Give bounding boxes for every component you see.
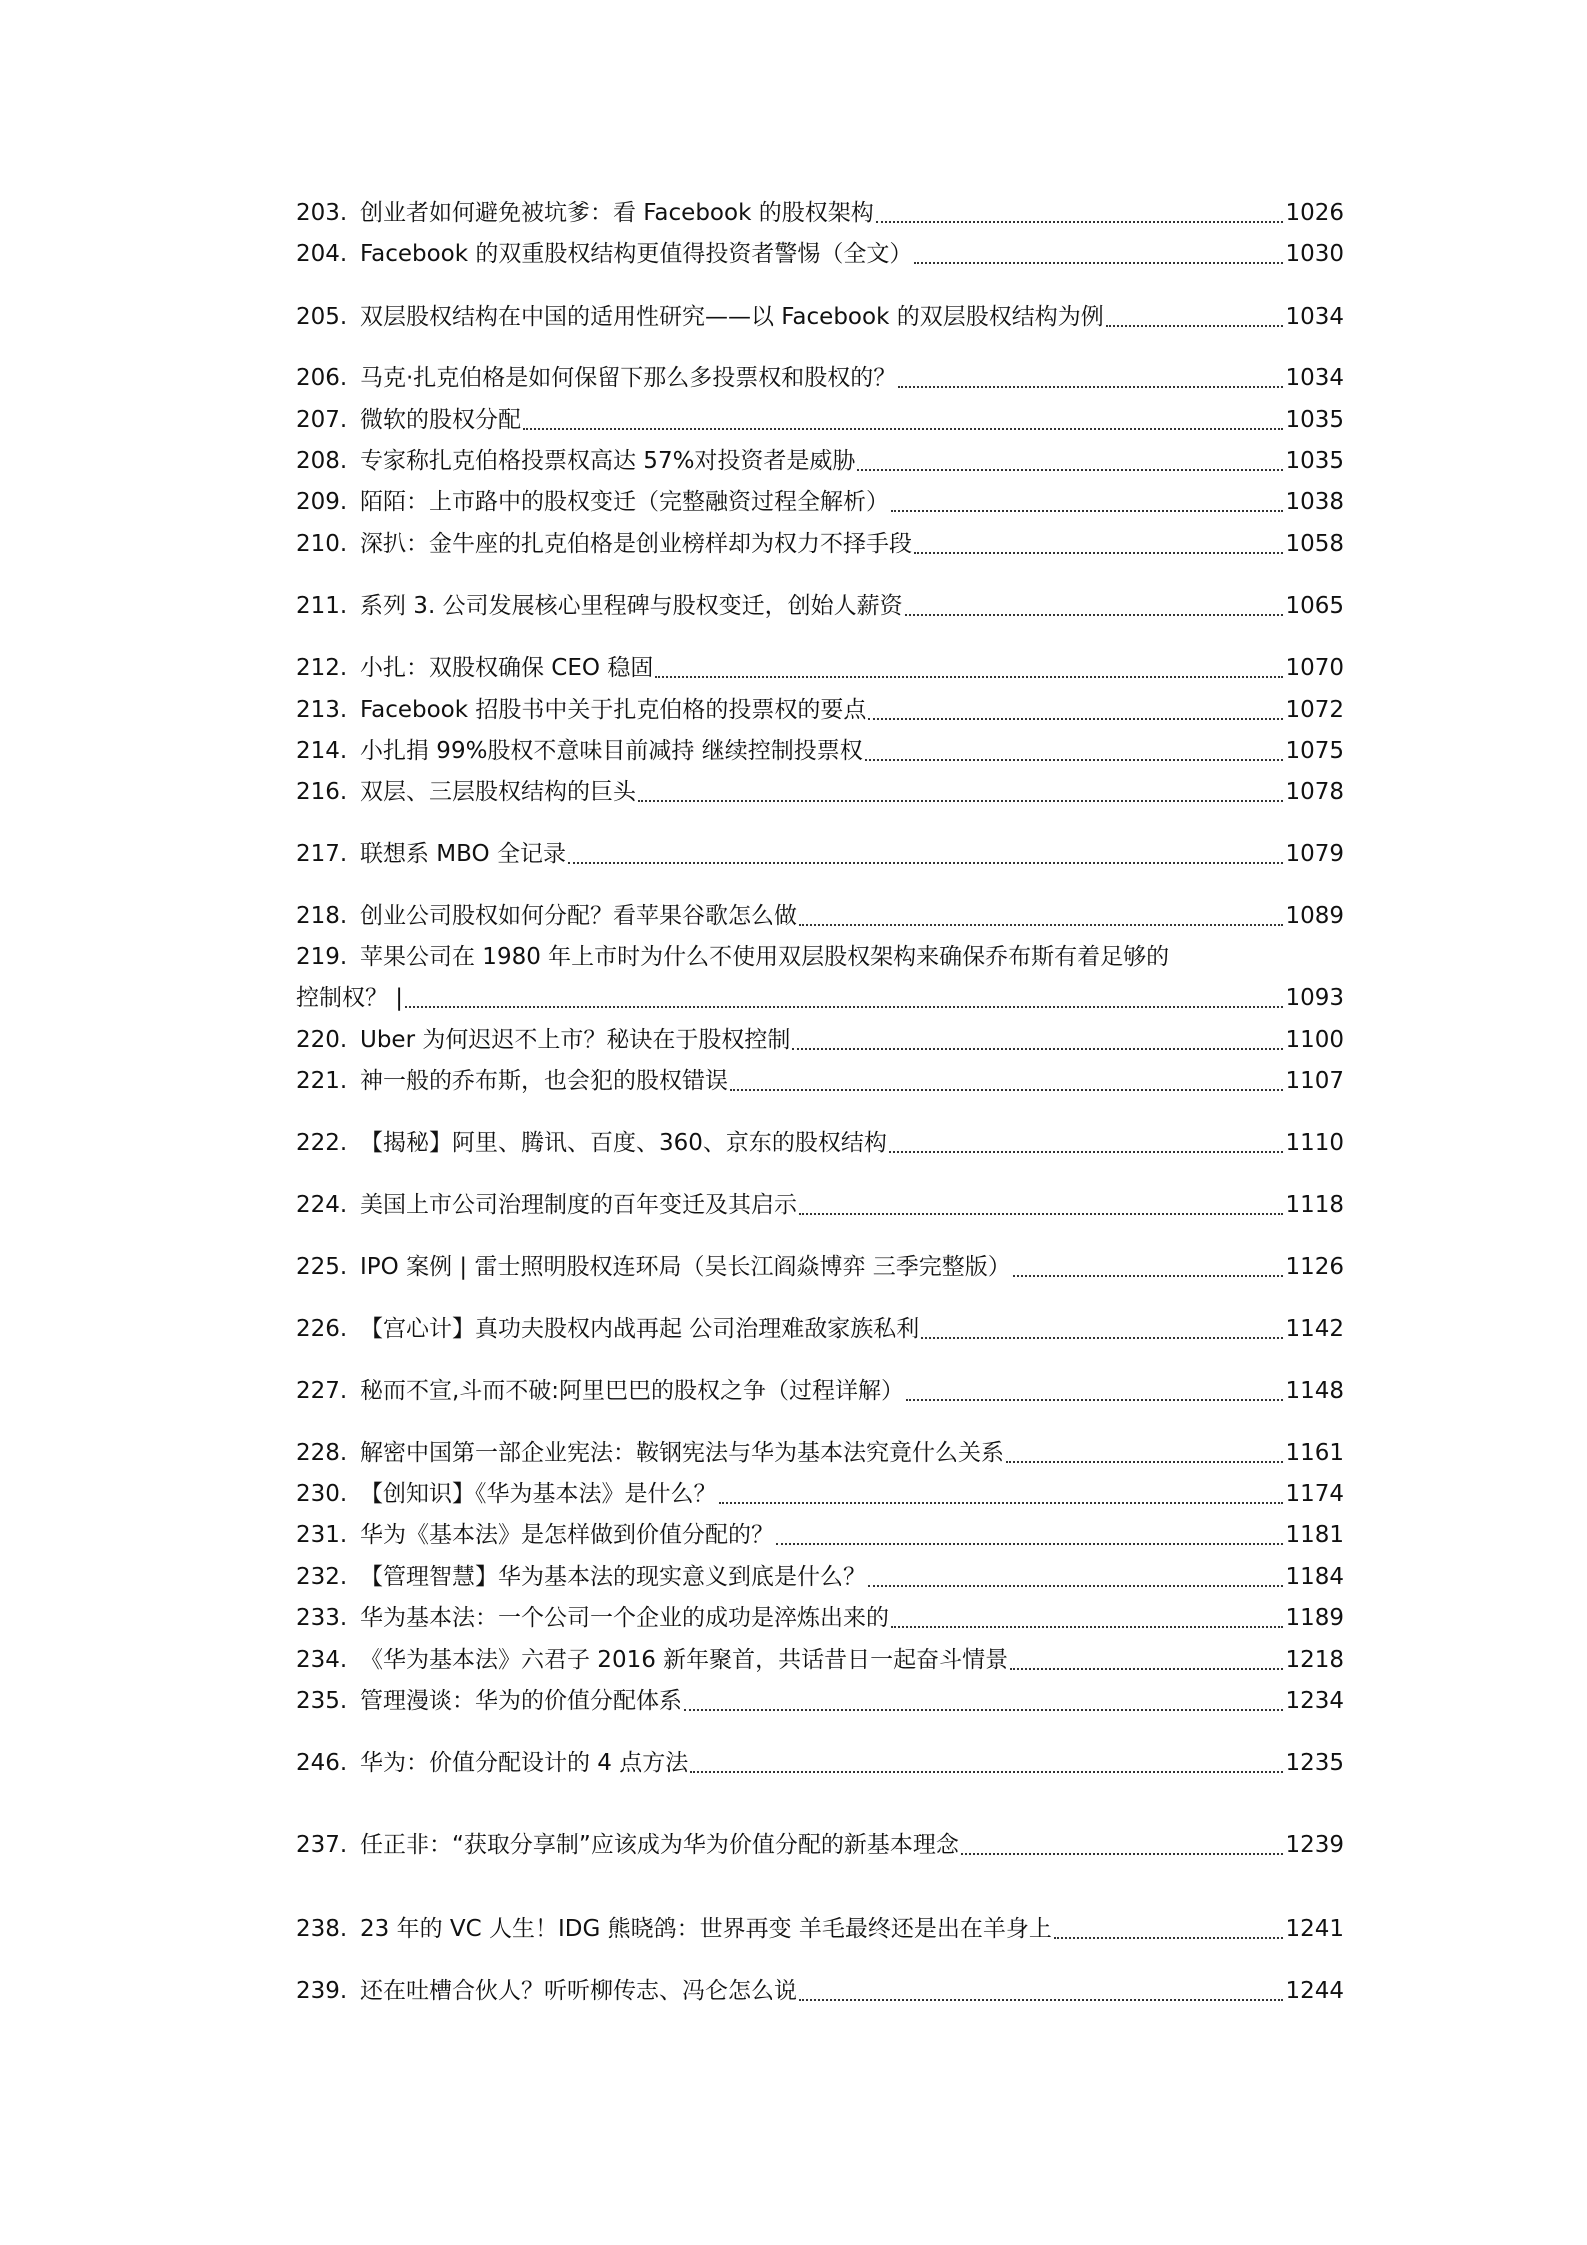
- toc-entry[interactable]: [296, 1743, 1344, 1783]
- entry-page-number: 1075: [1285, 738, 1344, 764]
- toc-entry[interactable]: [296, 193, 1344, 233]
- entry-page-number: 1034: [1285, 304, 1344, 330]
- toc-entry[interactable]: [296, 648, 1344, 688]
- entry-number: 234.: [296, 1647, 348, 1673]
- toc-entry[interactable]: [296, 441, 1344, 481]
- dot-leader: [776, 1515, 1283, 1555]
- toc-entry[interactable]: [296, 1371, 1344, 1411]
- entry-page-number: 1110: [1285, 1130, 1344, 1156]
- entry-title: 马克·扎克伯格是如何保留下那么多投票权和股权的？: [360, 365, 897, 391]
- toc-entry[interactable]: [296, 1123, 1344, 1163]
- dot-leader: [1010, 1640, 1283, 1680]
- entry-number: 246.: [296, 1750, 348, 1776]
- entry-page-number: 1126: [1285, 1254, 1344, 1280]
- entry-page-number: 1244: [1285, 1978, 1344, 2004]
- entry-number: 237.: [296, 1832, 348, 1858]
- toc-entry[interactable]: [296, 1515, 1344, 1555]
- entry-title: 【创知识】《华为基本法》是什么？: [360, 1481, 717, 1507]
- entry-page-number: 1161: [1285, 1440, 1344, 1466]
- toc-entry[interactable]: [296, 1598, 1344, 1638]
- entry-title: Facebook 招股书中关于扎克伯格的投票权的要点: [360, 697, 867, 723]
- entry-page-number: 1058: [1285, 531, 1344, 557]
- entry-title: 【管理智慧】华为基本法的现实意义到底是什么？: [360, 1564, 866, 1590]
- entry-page-number: 1072: [1285, 697, 1344, 723]
- entry-number: 205.: [296, 304, 348, 330]
- toc-entry[interactable]: [296, 978, 1344, 1018]
- entry-number: 210.: [296, 531, 348, 557]
- toc-entry[interactable]: [296, 731, 1344, 771]
- entry-page-number: 1078: [1285, 779, 1344, 805]
- entry-page-number: 1234: [1285, 1688, 1344, 1714]
- entry-page-number: 1107: [1285, 1068, 1344, 1094]
- entry-title: 美国上市公司治理制度的百年变迁及其启示: [360, 1192, 797, 1218]
- entry-title: 陌陌：上市路中的股权变迁（完整融资过程全解析）: [360, 489, 889, 515]
- entry-number: 231.: [296, 1522, 348, 1548]
- entry-title: 还在吐槽合伙人？听听柳传志、冯仑怎么说: [360, 1978, 797, 2004]
- dot-leader: [921, 1309, 1283, 1349]
- toc-entry[interactable]: [296, 1971, 1344, 2011]
- dot-leader: [792, 1020, 1283, 1060]
- entry-page-number: 1118: [1285, 1192, 1344, 1218]
- entry-title: 专家称扎克伯格投票权高达 57%对投资者是威胁: [360, 448, 856, 474]
- entry-title: 系列 3. 公司发展核心里程碑与股权变迁，创始人薪资: [360, 593, 903, 619]
- dot-leader: [868, 690, 1283, 730]
- entry-title: 任正非：“获取分享制”应该成为华为价值分配的新基本理念: [360, 1832, 959, 1858]
- entry-number: 214.: [296, 738, 348, 764]
- toc-entry[interactable]: [296, 1433, 1344, 1473]
- entry-title: 双层股权结构在中国的适用性研究——以 Facebook 的双层股权结构为例: [360, 304, 1104, 330]
- toc-entry[interactable]: [296, 1640, 1344, 1680]
- dot-leader: [914, 524, 1283, 564]
- dot-leader: [719, 1474, 1284, 1514]
- entry-page-number: 1100: [1285, 1027, 1344, 1053]
- toc-entry[interactable]: [296, 1557, 1344, 1597]
- entry-page-number: 1093: [1285, 985, 1344, 1011]
- toc-entry[interactable]: [296, 690, 1344, 730]
- entry-title: 双层、三层股权结构的巨头: [360, 779, 636, 805]
- toc-entry[interactable]: [296, 234, 1344, 274]
- toc-entry[interactable]: [296, 1061, 1344, 1101]
- entry-number: 233.: [296, 1605, 348, 1631]
- entry-number: 224.: [296, 1192, 348, 1218]
- toc-entry[interactable]: [296, 358, 1344, 398]
- entry-number: 213.: [296, 697, 348, 723]
- entry-title: 管理漫谈：华为的价值分配体系: [360, 1688, 682, 1714]
- entry-number: 221.: [296, 1068, 348, 1094]
- dot-leader: [876, 193, 1284, 233]
- entry-number: 232.: [296, 1564, 348, 1590]
- entry-page-number: 1235: [1285, 1750, 1344, 1776]
- entry-page-number: 1239: [1285, 1832, 1344, 1858]
- entry-title: 解密中国第一部企业宪法：鞍钢宪法与华为基本法究竟什么关系: [360, 1440, 1004, 1466]
- dot-leader: [914, 234, 1283, 274]
- entry-number: 226.: [296, 1316, 348, 1342]
- entry-page-number: 1089: [1285, 903, 1344, 929]
- entry-page-number: 1035: [1285, 448, 1344, 474]
- entry-title: 创业公司股权如何分配？看苹果谷歌怎么做: [360, 903, 797, 929]
- entry-title: 深扒：金牛座的扎克伯格是创业榜样却为权力不择手段: [360, 531, 912, 557]
- dot-leader: [889, 1123, 1284, 1163]
- entry-number: 225.: [296, 1254, 348, 1280]
- entry-number: 206.: [296, 365, 348, 391]
- entry-number: 209.: [296, 489, 348, 515]
- entry-title: Uber 为何迟迟不上市？秘诀在于股权控制: [360, 1027, 791, 1053]
- toc-entry[interactable]: [296, 1474, 1344, 1514]
- entry-page-number: 1148: [1285, 1378, 1344, 1404]
- entry-number: 219.: [296, 944, 348, 970]
- entry-page-number: 1065: [1285, 593, 1344, 619]
- toc-entry[interactable]: [296, 586, 1344, 626]
- dot-leader: [961, 1825, 1284, 1865]
- entry-number: 235.: [296, 1688, 348, 1714]
- toc-entry[interactable]: [296, 1681, 1344, 1721]
- toc-entry[interactable]: [296, 937, 1344, 977]
- entry-number: 203.: [296, 200, 348, 226]
- toc-entry[interactable]: [296, 1247, 1344, 1287]
- entry-page-number: 1241: [1285, 1916, 1344, 1942]
- entry-title: 小扎捐 99%股权不意味目前减持 继续控制投票权: [360, 738, 863, 764]
- dot-leader: [868, 1557, 1283, 1597]
- dot-leader: [865, 731, 1284, 771]
- entry-title: 小扎：双股权确保 CEO 稳固: [360, 655, 654, 681]
- entry-title: 23 年的 VC 人生！IDG 熊晓鸽：世界再变 羊毛最终还是出在羊身上: [360, 1916, 1052, 1942]
- dot-leader: [684, 1681, 1283, 1721]
- entry-page-number: 1035: [1285, 407, 1344, 433]
- entry-page-number: 1189: [1285, 1605, 1344, 1631]
- entry-number: 208.: [296, 448, 348, 474]
- toc-entry[interactable]: [296, 482, 1344, 522]
- entry-page-number: 1034: [1285, 365, 1344, 391]
- dot-leader: [1013, 1247, 1284, 1287]
- toc-entry[interactable]: [296, 1020, 1344, 1060]
- entry-number: 220.: [296, 1027, 348, 1053]
- entry-page-number: 1070: [1285, 655, 1344, 681]
- entry-number: 239.: [296, 1978, 348, 2004]
- dot-leader: [638, 772, 1283, 812]
- dot-leader: [730, 1061, 1283, 1101]
- entry-number: 230.: [296, 1481, 348, 1507]
- dot-leader: [891, 482, 1283, 522]
- entry-title: Facebook 的双重股权结构更值得投资者警惕（全文）: [360, 241, 913, 267]
- entry-title: 创业者如何避免被坑爹：看 Facebook 的股权架构: [360, 200, 874, 226]
- entry-title: 联想系 MBO 全记录: [360, 841, 566, 867]
- dot-leader: [906, 1371, 1283, 1411]
- entry-title: 【揭秘】阿里、腾讯、百度、360、京东的股权结构: [360, 1130, 887, 1156]
- dot-leader: [891, 1598, 1283, 1638]
- dot-leader: [857, 441, 1283, 481]
- entry-number: 211.: [296, 593, 348, 619]
- entry-number: 207.: [296, 407, 348, 433]
- dot-leader: [1054, 1909, 1284, 1949]
- dot-leader: [655, 648, 1283, 688]
- dot-leader: [898, 358, 1283, 398]
- entry-title: 神一般的乔布斯，也会犯的股权错误: [360, 1068, 728, 1094]
- dot-leader: [799, 896, 1283, 936]
- toc-entry[interactable]: [296, 1309, 1344, 1349]
- toc-entry[interactable]: [296, 834, 1344, 874]
- entry-number: 212.: [296, 655, 348, 681]
- entry-page-number: 1174: [1285, 1481, 1344, 1507]
- toc-entry[interactable]: [296, 297, 1344, 337]
- entry-number: 217.: [296, 841, 348, 867]
- entry-title: 微软的股权分配: [360, 407, 521, 433]
- entry-page-number: 1030: [1285, 241, 1344, 267]
- dot-leader: [568, 834, 1284, 874]
- entry-page-number: 1038: [1285, 489, 1344, 515]
- entry-number: 228.: [296, 1440, 348, 1466]
- dot-leader: [905, 586, 1284, 626]
- dot-leader: [799, 1185, 1283, 1225]
- entry-title: 华为：价值分配设计的 4 点方法: [360, 1750, 689, 1776]
- entry-page-number: 1218: [1285, 1647, 1344, 1673]
- entry-number: 227.: [296, 1378, 348, 1404]
- entry-number: 218.: [296, 903, 348, 929]
- entry-number: 238.: [296, 1916, 348, 1942]
- entry-page-number: 1026: [1285, 200, 1344, 226]
- dot-leader: [523, 400, 1283, 440]
- dot-leader: [799, 1971, 1283, 2011]
- toc-entry[interactable]: [296, 772, 1344, 812]
- entry-title: 华为《基本法》是怎样做到价值分配的？: [360, 1522, 774, 1548]
- entry-title: IPO 案例 | 雷士照明股权连环局（吴长江阎焱博弈 三季完整版）: [360, 1254, 1011, 1280]
- toc-entry[interactable]: [296, 400, 1344, 440]
- entry-title: 秘而不宣,斗而不破:阿里巴巴的股权之争（过程详解）: [360, 1378, 905, 1404]
- entry-title: 苹果公司在 1980 年上市时为什么不使用双层股权架构来确保乔布斯有着足够的: [360, 944, 1170, 970]
- entry-number: 216.: [296, 779, 348, 805]
- toc-entry[interactable]: [296, 896, 1344, 936]
- toc-entry[interactable]: [296, 1825, 1344, 1865]
- dot-leader: [405, 978, 1283, 1018]
- toc-entry[interactable]: [296, 1909, 1344, 1949]
- entry-title: 华为基本法：一个公司一个企业的成功是淬炼出来的: [360, 1605, 889, 1631]
- dot-leader: [1106, 297, 1284, 337]
- entry-page-number: 1079: [1285, 841, 1344, 867]
- entry-page-number: 1184: [1285, 1564, 1344, 1590]
- toc-entry[interactable]: [296, 524, 1344, 564]
- dot-leader: [690, 1743, 1283, 1783]
- entry-page-number: 1181: [1285, 1522, 1344, 1548]
- entry-title: 【宫心计】真功夫股权内战再起 公司治理难敌家族私利: [360, 1316, 920, 1342]
- dot-leader: [1006, 1433, 1283, 1473]
- entry-number: 222.: [296, 1130, 348, 1156]
- entry-title: 控制权？ |: [296, 985, 404, 1011]
- entry-number: 204.: [296, 241, 348, 267]
- entry-title: 《华为基本法》六君子 2016 新年聚首，共话昔日一起奋斗情景: [360, 1647, 1009, 1673]
- toc-entry[interactable]: [296, 1185, 1344, 1225]
- entry-page-number: 1142: [1285, 1316, 1344, 1342]
